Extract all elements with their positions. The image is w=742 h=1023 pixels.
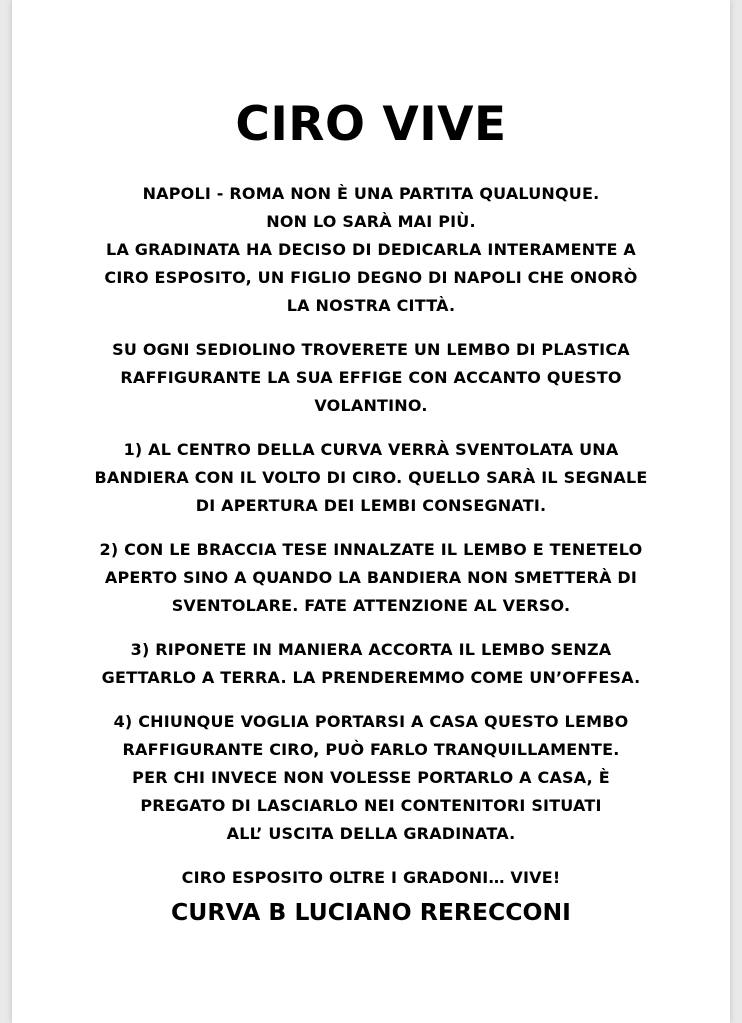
paragraph-closing: [0, 864, 742, 892]
text-line: VOLANTINO.: [314, 396, 428, 415]
text-line: ALL’ USCITA DELLA GRADINATA.: [226, 824, 516, 843]
text-line: SU OGNI SEDIOLINO TROVERETE UN LEMBO DI PLASTICA: [112, 340, 630, 359]
text-line: 1) AL CENTRO DELLA CURVA VERRÀ SVENTOLATA UNA: [123, 440, 619, 459]
text-line: NON LO SARÀ MAI PIÙ.: [266, 212, 476, 231]
document-body: [0, 180, 742, 908]
text-line: CIRO ESPOSITO, UN FIGLIO DEGNO DI NAPOLI CHE ONORÒ: [104, 268, 638, 287]
text-line: RAFFIGURANTE LA SUA EFFIGE CON ACCANTO QUESTO: [120, 368, 622, 387]
paragraph-intro: [0, 180, 742, 320]
document-title: CIRO VIVE: [235, 97, 507, 152]
paragraph-seat-info: [0, 336, 742, 420]
text-line: 4) CHIUNQUE VOGLIA PORTARSI A CASA QUESTO LEMBO: [113, 712, 629, 731]
text-line: APERTO SINO A QUANDO LA BANDIERA NON SMETTERÀ DI: [104, 568, 638, 587]
text-line: 3) RIPONETE IN MANIERA ACCORTA IL LEMBO SENZA: [130, 640, 612, 659]
paragraph-instruction-1: [0, 436, 742, 520]
text-line: PER CHI INVECE NON VOLESSE PORTARLO A CASA, È: [132, 768, 610, 787]
paragraph-instruction-2: [0, 536, 742, 620]
text-line: 2) CON LE BRACCIA TESE INNALZATE IL LEMBO E TENETELO: [99, 540, 643, 559]
text-line: CIRO ESPOSITO OLTRE I GRADONI… VIVE!: [181, 868, 561, 887]
text-line: LA NOSTRA CITTÀ.: [286, 296, 456, 315]
text-line: NAPOLI - ROMA NON È UNA PARTITA QUALUNQUE.: [142, 184, 600, 203]
document-signature: CURVA B LUCIANO RERECCONI: [171, 898, 571, 926]
text-line: SVENTOLARE. FATE ATTENZIONE AL VERSO.: [171, 596, 571, 615]
text-line: GETTARLO A TERRA. LA PRENDEREMMO COME UN’OFFESA.: [101, 668, 641, 687]
text-line: PREGATO DI LASCIARLO NEI CONTENITORI SITUATI: [140, 796, 602, 815]
paragraph-instruction-3: [0, 636, 742, 692]
text-line: BANDIERA CON IL VOLTO DI CIRO. QUELLO SARÀ IL SEGNALE: [94, 468, 648, 487]
text-line: RAFFIGURANTE CIRO, PUÒ FARLO TRANQUILLAMENTE.: [122, 740, 620, 759]
text-line: DI APERTURA DEI LEMBI CONSEGNATI.: [195, 496, 547, 515]
text-line: LA GRADINATA HA DECISO DI DEDICARLA INTERAMENTE A: [106, 240, 636, 259]
paragraph-instruction-4: [0, 708, 742, 848]
